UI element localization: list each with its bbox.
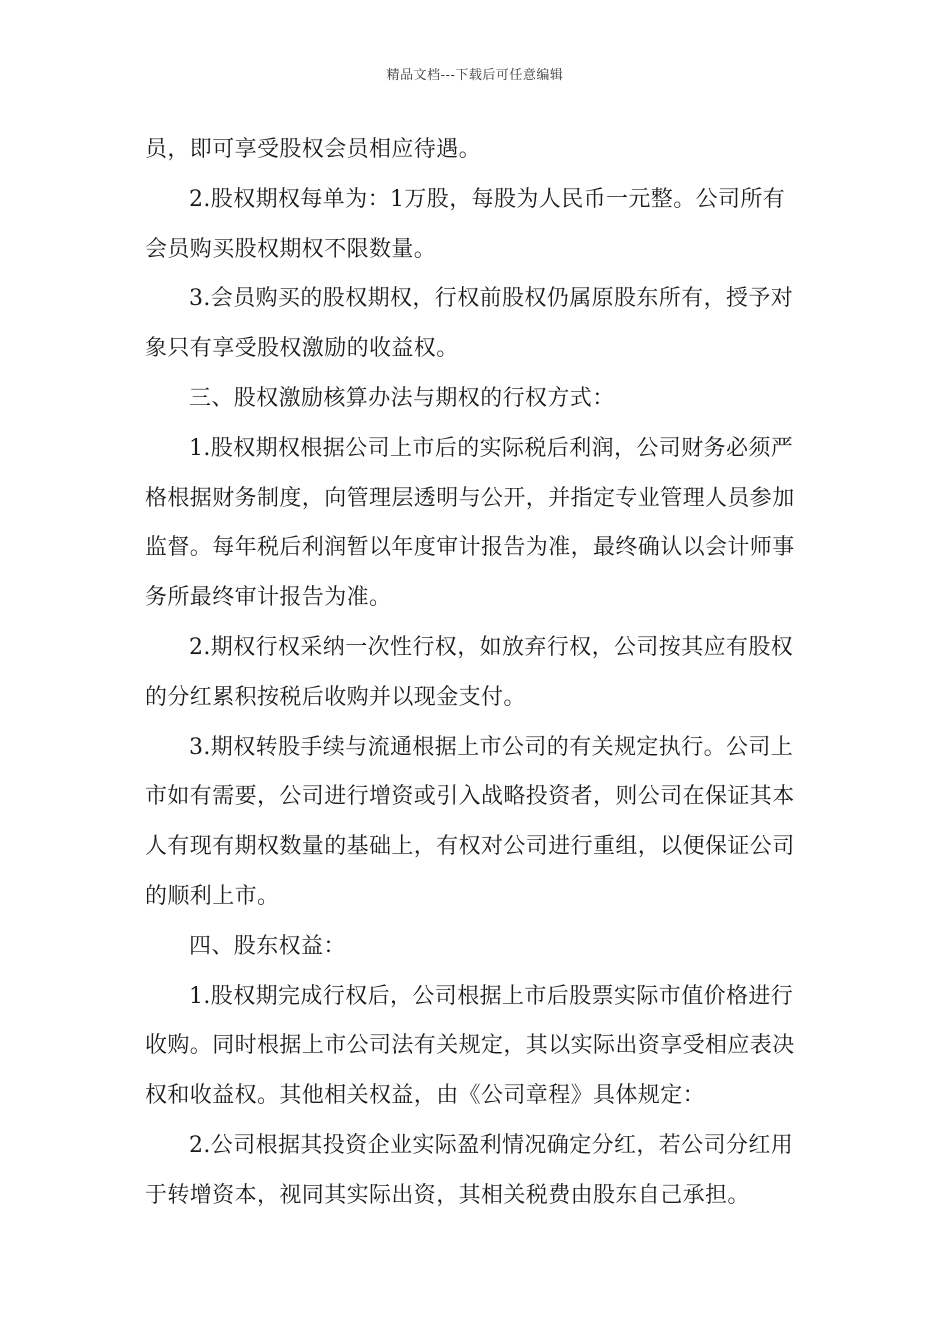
text-line: 会员购买股权期权不限数量。 xyxy=(145,236,437,262)
text-line: 的顺利上市。 xyxy=(145,883,280,909)
text-line: 2.股权期权每单为：1万股，每股为人民币一元整。公司所有 xyxy=(189,186,786,212)
section-heading: 三、股权激励核算办法与期权的行权方式： xyxy=(189,385,615,411)
text-line: 3.会员购买的股权期权，行权前股权仍属原股东所有，授予对 xyxy=(189,286,794,312)
document-body xyxy=(145,132,807,1228)
text-line: 员，即可享受股权会员相应待遇。 xyxy=(145,137,482,162)
section-heading: 四、股东权益： xyxy=(189,933,346,959)
text-line: 2.期权行权采纳一次性行权，如放弃行权，公司按其应有股权 xyxy=(189,634,794,660)
page-header: 精品文档---下载后可任意编辑 xyxy=(386,68,564,83)
text-line: 1.股权期权根据公司上市后的实际税后利润，公司财务必须严 xyxy=(189,435,794,461)
text-line: 象只有享受股权激励的收益权。 xyxy=(145,336,459,362)
text-line: 收购。同时根据上市公司法有关规定，其以实际出资享受相应表决 xyxy=(145,1033,795,1059)
text-line: 格根据财务制度，向管理层透明与公开，并指定专业管理人员参加 xyxy=(145,485,795,511)
text-line: 3.期权转股手续与流通根据上市公司的有关规定执行。公司上 xyxy=(189,734,794,760)
text-line: 的分红累积按税后收购并以现金支付。 xyxy=(145,684,526,710)
text-line: 人有现有期权数量的基础上，有权对公司进行重组，以便保证公司 xyxy=(145,834,795,860)
text-line: 2.公司根据其投资企业实际盈利情况确定分红，若公司分红用 xyxy=(189,1132,794,1158)
text-line: 务所最终审计报告为准。 xyxy=(145,585,392,611)
text-line: 权和收益权。其他相关权益，由《公司章程》具体规定： xyxy=(145,1083,706,1109)
text-line: 1.股权期完成行权后，公司根据上市后股票实际市值价格进行 xyxy=(189,983,794,1009)
text-line: 监督。每年税后利润暂以年度审计报告为准，最终确认以会计师事 xyxy=(145,535,795,561)
text-line: 于转增资本，视同其实际出资，其相关税费由股东自己承担。 xyxy=(145,1182,750,1208)
text-line: 市如有需要，公司进行增资或引入战略投资者，则公司在保证其本 xyxy=(145,784,795,810)
